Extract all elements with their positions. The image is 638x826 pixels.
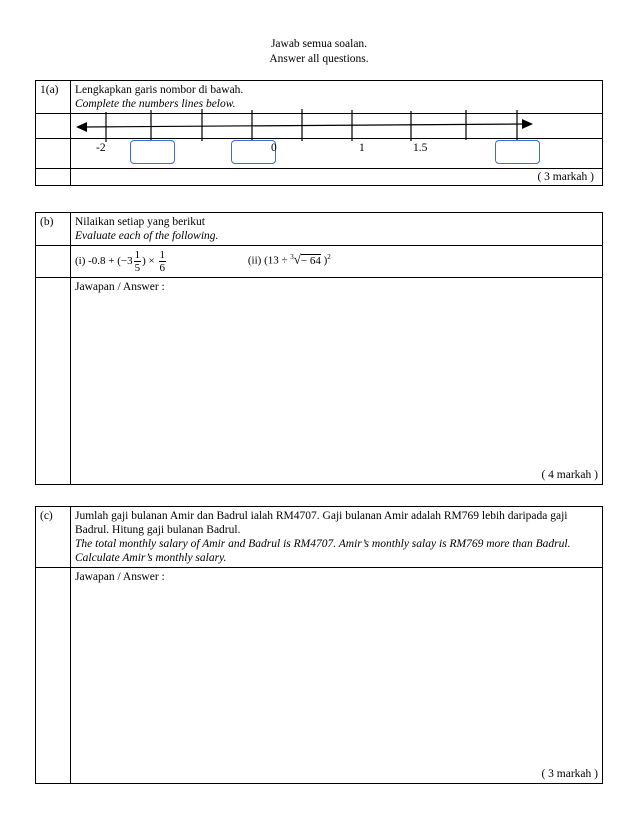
question-text-malay: Jumlah gaji bulanan Amir dan Badrul ialah RM4707. Gaji bulanan Amir adalah RM769 lebih daripada gaji Badrul. Hitung gaji bulanan Badrul. xyxy=(75,510,568,536)
number-label: 0 xyxy=(271,142,277,154)
answer-box[interactable] xyxy=(130,140,175,164)
arrow-right-icon xyxy=(522,119,533,129)
question-text-malay: Nilaikan setiap yang berikut xyxy=(75,216,205,228)
question-1b-table xyxy=(35,212,603,485)
question-label: (b) xyxy=(36,213,71,246)
marks-1c: ( 3 markah ) xyxy=(541,768,598,780)
instruction-malay: Jawab semua soalan. xyxy=(270,38,368,50)
question-text-malay: Lengkapkan garis nombor di bawah. xyxy=(75,84,244,96)
instruction-english: Answer all questions. xyxy=(269,53,369,65)
number-line-axis xyxy=(82,124,527,127)
question-text xyxy=(71,213,603,246)
question-label: (c) xyxy=(36,507,71,568)
number-label: 1.5 xyxy=(413,142,428,154)
question-text-english: Evaluate each of the following. xyxy=(75,230,219,242)
number-label: 1 xyxy=(359,142,365,154)
arrow-left-icon xyxy=(76,122,87,132)
question-label: 1(a) xyxy=(36,81,71,114)
marks-1a: ( 3 markah ) xyxy=(71,169,603,186)
question-text-english: The total monthly salary of Amir and Badrul is RM4707. Amir’s monthly salay is RM769 more than Badrul. Calculate Amir’s monthly salary. xyxy=(75,538,571,564)
question-text xyxy=(71,507,603,568)
answer-label: Jawapan / Answer : xyxy=(75,571,165,583)
expressions xyxy=(71,246,603,278)
question-text-english: Complete the numbers lines below. xyxy=(75,98,236,110)
expression-ii: (ii) (13 ÷ $^3$√− 64 )$^2$ xyxy=(247,252,331,268)
marks-1b: ( 4 markah ) xyxy=(541,469,598,481)
number-line xyxy=(0,0,638,200)
question-1c-table xyxy=(35,506,603,784)
answer-box[interactable] xyxy=(495,140,540,164)
answer-area[interactable] xyxy=(71,278,603,485)
answer-label: Jawapan / Answer : xyxy=(75,281,165,293)
expression-i: (i) -0.8 + (−3 $\frac{1}{5}$ ) × $\frac{1}{6}$ xyxy=(75,249,165,274)
answer-area[interactable] xyxy=(71,568,603,784)
number-label: -2 xyxy=(96,142,106,154)
answer-box[interactable] xyxy=(231,140,276,164)
